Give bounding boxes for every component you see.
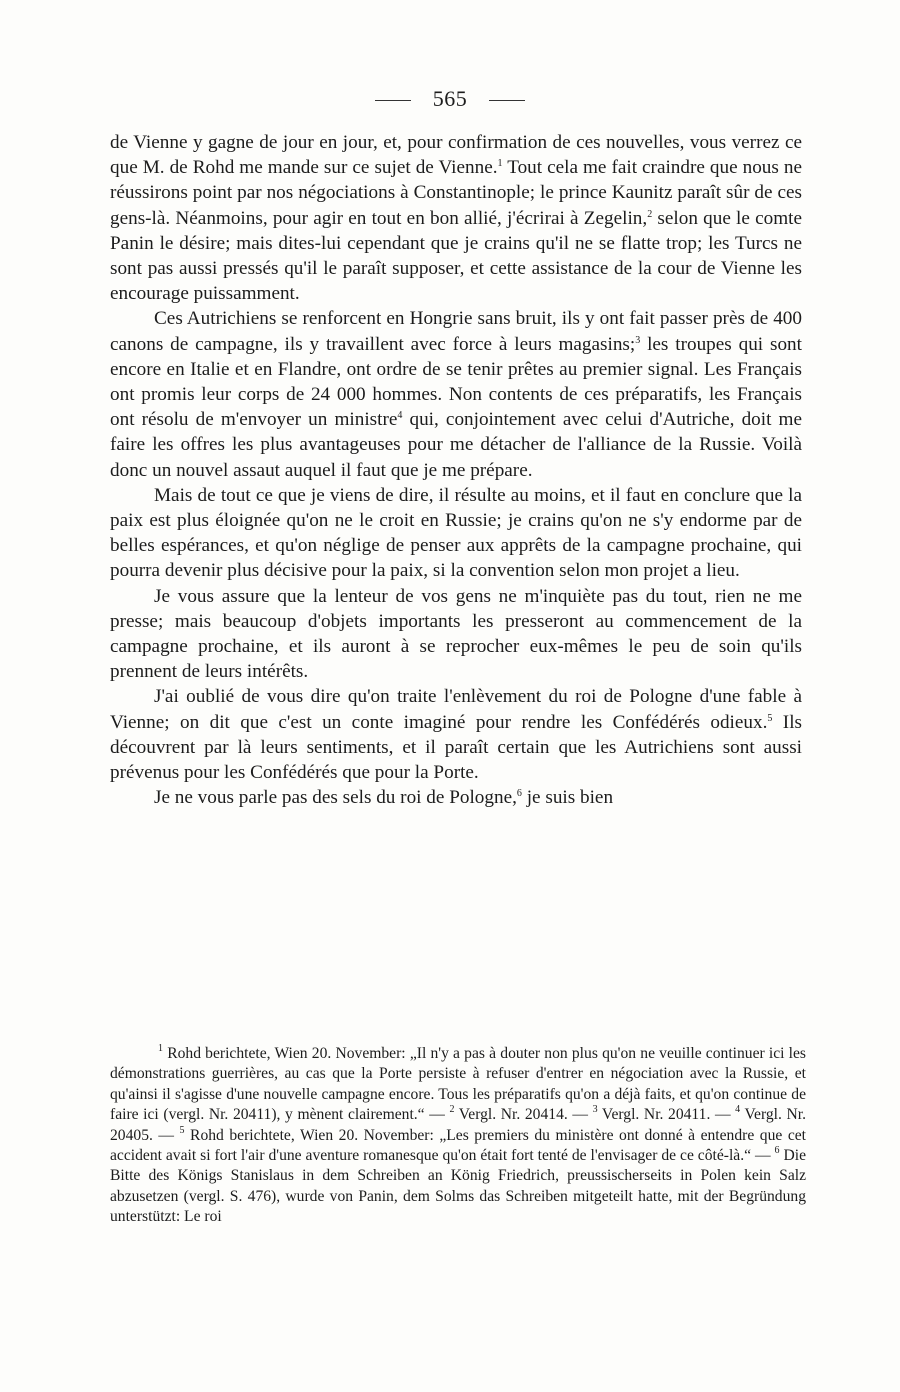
paragraph: J'ai oublié de vous dire qu'on traite l'enlèvement du roi de Pologne d'une fable à Vienne; on dit que c'est un conte imaginé pour rendre les Confédérés odieux.$^5$ Ils découvrent par là leurs sentiments, et il paraît certain que les Autrichiens sont aussi prévenus pour les Confédérés que pour la Porte. — [110, 686, 802, 784]
page-number: 565 — [432, 86, 468, 111]
paragraph: Je ne vous parle pas des sels du roi de Pologne,$^6$ je suis bien — [154, 787, 614, 809]
main-text — [110, 130, 802, 810]
paragraph: Ces Autrichiens se renforcent en Hongrie sans bruit, ils y ont fait passer près de 400 canons de campagne, ils y travaillent avec force à leurs magasins;$^3$ les troupes qui sont encore en Italie et en Flandre, ont ordre de se tenir prêtes au premier signal. Les Français ont promis leur corps de 24 000 hommes. Non contents de ces préparatifs, les Français ont résolu de m'envoyer un ministre$^4$ qui, conjointement avec celui d'Autriche, doit me faire les offres les plus avantageuses pour me détacher de l'alliance de la Russie. Voilà donc un nouvel assaut auquel il faut que je me prépare. — [110, 308, 802, 481]
page-header — [0, 86, 900, 112]
footnotes — [110, 1044, 806, 1228]
paragraph: Mais de tout ce que je viens de dire, il résulte au moins, et il faut en conclure que la paix est plus éloignée qu'on ne le croit en Russie; je crains qu'on ne s'y endorme par de belles espérances, et qu'on néglige de penser aux apprêts de la campagne prochaine, qui pourra devenir plus décisive pour la paix, si la convention selon mon projet a lieu. — [110, 484, 802, 582]
paragraph: Je vous assure que la lenteur de vos gens ne m'inquiète pas du tout, rien ne me presse; mais beaucoup d'objets importants les presseront au commencement de la campagne prochaine, et ils auront à se reprocher eux-mêmes le peu de soin qu'ils prennent de leurs intérêts. — [110, 585, 802, 683]
header-rule-right — [489, 100, 525, 101]
paragraph: de Vienne y gagne de jour en jour, et, pour confirmation de ces nouvelles, vous verrez ce que M. de Rohd me mande sur ce sujet de Vienne.$^1$ Tout cela me fait craindre que nous ne réussirons point par nos négociations à Constantinople; le prince Kaunitz paraît sûr de ces gens-là. Néanmoins, pour agir en tout en bon allié, j'écrirai à Zegelin,$^2$ selon que le comte Panin le désire; mais dites-lui cependant que je crains qu'il ne se flatte trop; les Turcs ne sont pas aussi pressés qu'il le paraît supposer, et cette assistance de la cour de Vienne les encourage puissamment. — [110, 132, 803, 305]
header-rule-left — [375, 100, 411, 101]
footnote-block: $^1$ Rohd berichtete, Wien 20. November: „Il n'y a pas à douter non plus qu'on ne veuille continuer ici les démonstrations guerrières, au cas que la Porte persiste à refuser d'entrer en négociation avec la Russie, et qu'ainsi il s'agisse d'une nouvelle campagne encore. Tous les préparatifs qu'on a déjà faits, et qu'on continue de faire ici (vergl. Nr. 20411), y mènent clairement.“ — $^2$ Vergl. Nr. 20414. — $^3$ Vergl. Nr. 20411. — $^4$ Vergl. Nr. 20405. — $^5$ Rohd berichtete, Wien 20. November: „Les premiers du ministère ont donné à entendre que cet accident avait si fort l'air d'une aventure romanesque qu'on était fort tenté de l'envisager de ce côté-là.“ — $^6$ Die Bitte des Königs Stanislaus in dem Schreiben an König Friedrich, preussischerseits in Polen kein Salz abzusetzen (vergl. S. 476), wurde von Panin, dem Solms das Schreiben mitgeteilt hatte, mit der Begründung unterstützt: Le roi — [110, 1043, 807, 1226]
